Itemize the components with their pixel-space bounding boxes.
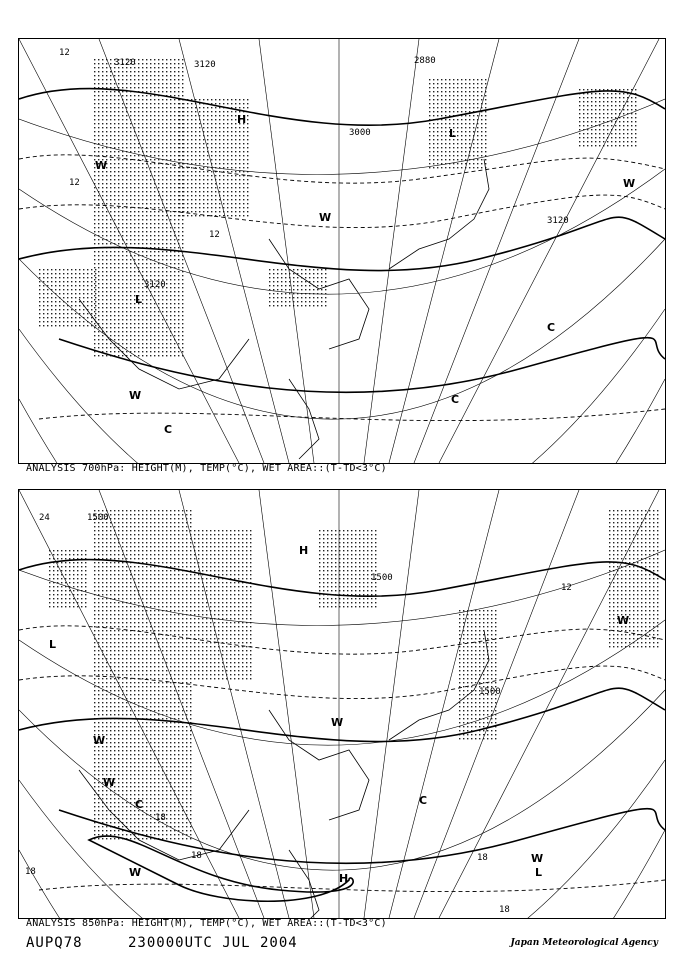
isotherm: [39, 880, 665, 892]
map-labels: [59, 48, 635, 436]
philippines-coast: [289, 850, 319, 918]
height-contour: [19, 89, 665, 126]
pressure-system: H: [299, 544, 309, 557]
map-700hpa-canvas: [19, 39, 665, 463]
isotherm: [19, 155, 665, 183]
pressure-system: W: [617, 614, 630, 627]
isotherm: [19, 666, 665, 699]
pressure-system: H: [339, 872, 349, 885]
pressure-system: C: [419, 794, 428, 807]
height-contour: [59, 809, 665, 864]
valid-time: 230000UTC JUL 2004: [128, 935, 298, 951]
isotherm-label: 18: [155, 813, 166, 823]
isotherm-label: 18: [499, 905, 510, 915]
isotherm-label: 18: [191, 851, 202, 861]
height-label: 3120: [547, 216, 569, 226]
height-contours: [19, 89, 665, 421]
pressure-system: W: [93, 734, 106, 747]
pressure-system: W: [331, 716, 344, 729]
isotherm-label: 12: [209, 230, 220, 240]
caption-700hpa: ANALYSIS 700hPa: HEIGHT(M), TEMP(°C), WET AREA::(T-TD<3°C): [26, 463, 387, 474]
isotherm-label: 12: [561, 583, 572, 593]
korea-coast: [269, 710, 369, 820]
isotherm: [19, 626, 665, 654]
pressure-system: W: [95, 159, 108, 172]
lat-lon-grid: [19, 39, 665, 463]
pressure-system: W: [129, 866, 142, 879]
map-850hpa-canvas: [19, 490, 665, 918]
isotherm-label: 24: [39, 513, 50, 523]
height-label: 3120: [144, 280, 166, 290]
height-label: 2880: [414, 56, 436, 66]
china-coast: [79, 299, 249, 389]
wet-area-stipple: [39, 59, 636, 356]
pressure-system: W: [623, 177, 636, 190]
isotherm-label: 18: [25, 867, 36, 877]
height-label: 3120: [194, 60, 216, 70]
pressure-system: C: [164, 423, 173, 436]
pressure-system: W: [103, 776, 116, 789]
isotherm-label: 18: [477, 853, 488, 863]
chart-code: AUPQ78: [26, 935, 83, 951]
height-label: 3000: [349, 128, 371, 138]
agency-name: Japan Meteorological Agency: [510, 938, 658, 948]
pressure-system: W: [319, 211, 332, 224]
height-label: 3120: [114, 58, 136, 68]
pressure-system: W: [531, 852, 544, 865]
pressure-system: H: [237, 113, 247, 126]
pressure-system: L: [535, 866, 543, 879]
height-label: 1500: [479, 687, 501, 697]
height-label: 1500: [87, 513, 109, 523]
wet-area-stipple: [49, 510, 658, 839]
pressure-system: L: [449, 127, 457, 140]
pressure-system: L: [49, 638, 57, 651]
isotherm: [39, 409, 665, 421]
pressure-system: W: [129, 389, 142, 402]
pressure-system: C: [451, 393, 460, 406]
map-panel-850hpa: [18, 489, 666, 919]
isotherm-label: 12: [69, 178, 80, 188]
height-contours: [19, 560, 665, 902]
pressure-system: C: [547, 321, 556, 334]
map-panel-700hpa: [18, 38, 666, 464]
height-label: 1500: [371, 573, 393, 583]
height-contour: [19, 688, 665, 741]
coastlines: [79, 159, 489, 459]
caption-850hpa: ANALYSIS 850hPa: HEIGHT(M), TEMP(°C), WET AREA::(T-TD<3°C): [26, 918, 387, 929]
pressure-system: C: [135, 798, 144, 811]
isotherm-label: 12: [59, 48, 70, 58]
pressure-system: L: [135, 293, 143, 306]
